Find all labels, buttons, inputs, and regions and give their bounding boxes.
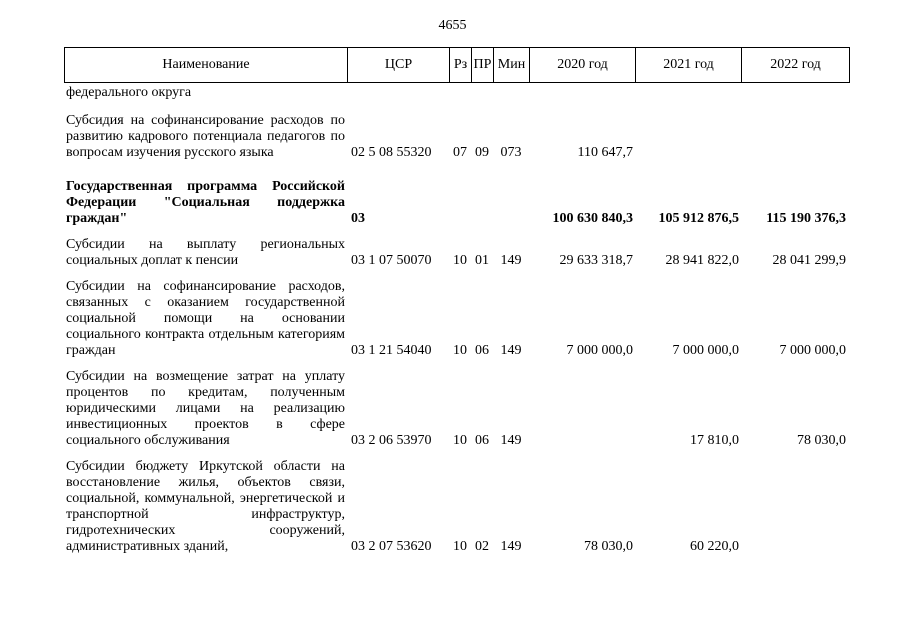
header-min: Мин [494,48,530,82]
table-row [64,277,850,361]
row-pr [471,101,493,103]
table-row [64,457,850,557]
row-2022: 115 190 376,3 [766,211,846,226]
row-csr: 03 2 06 53970 [351,433,432,448]
row-2020: 7 000 000,0 [566,343,633,358]
row-2020: 100 630 840,3 [552,211,633,226]
row-name: Субсидии на возмещение затрат на уплату процентов по кредитам, полученным юридическими лицами на реализацию инвестиционных проектов в сфере социального обслуживания [66,369,345,448]
row-csr: 03 2 07 53620 [351,539,432,554]
row-2021: 7 000 000,0 [672,343,739,358]
row-csr: 02 5 08 55320 [351,145,432,160]
row-2022: 78 030,0 [797,433,846,448]
row-name: Субсидия на софинансирование расходов по развитию кадрового потенциала педагогов по вопросам изучения русского языка [66,113,345,160]
row-min: 149 [500,343,522,358]
row-rz: 10 [453,433,467,448]
row-pr: 02 [475,539,489,554]
row-2021: 60 220,0 [690,539,739,554]
header-2020: 2020 год [530,48,636,82]
row-2022: 28 041 299,9 [772,253,846,268]
row-csr: 03 [351,211,365,226]
row-2020 [529,449,635,451]
header-rz: Рз [450,48,472,82]
row-min: 149 [500,253,522,268]
row-2022 [741,161,848,163]
row-2020: 78 030,0 [584,539,633,554]
row-name: Государственная программа Российской Федерации "Социальная поддержка граждан" [66,179,345,226]
header-pr: ПР [472,48,494,82]
row-2020: 110 647,7 [577,145,633,160]
row-pr: 06 [475,433,489,448]
row-name: федерального округа [66,85,192,100]
row-2022: 7 000 000,0 [779,343,846,358]
row-2021 [635,161,741,163]
header-name: Наименование [65,48,348,82]
row-rz: 10 [453,253,467,268]
row-2020: 29 633 318,7 [559,253,633,268]
row-min [493,101,529,103]
header-csr: ЦСР [348,48,450,82]
page-number: 4655 [438,18,467,33]
table-row [64,367,850,451]
row-2022 [741,101,848,103]
row-2020 [529,101,635,103]
row-rz [449,227,471,229]
row-min: 073 [500,145,522,160]
row-pr [471,227,493,229]
row-min [493,227,529,229]
row-2021: 17 810,0 [690,433,739,448]
row-pr: 01 [475,253,489,268]
table-row [64,111,850,163]
row-2022 [741,555,848,557]
row-name: Субсидии бюджету Иркутской области на восстановление жилья, объектов связи, социальной, коммунальной, энергетической и транспортной инфраструктур, гидротехнических сооружений, административных зданий, [66,459,345,554]
row-csr [347,101,449,103]
table-header [64,47,850,83]
row-csr: 03 1 21 54040 [351,343,432,358]
header-2022: 2022 год [770,57,821,72]
row-rz: 10 [453,539,467,554]
table-row [64,177,850,229]
row-rz: 10 [453,343,467,358]
row-min: 149 [500,433,522,448]
row-rz [449,101,471,103]
row-2021: 28 941 822,0 [665,253,739,268]
row-min: 149 [500,539,522,554]
row-name: Субсидии на выплату региональных социальных доплат к пенсии [66,237,345,268]
row-2021 [635,101,741,103]
header-2021: 2021 год [636,48,742,82]
row-rz: 07 [453,145,467,160]
row-2021: 105 912 876,5 [658,211,739,226]
table-row [64,235,850,271]
row-pr: 06 [475,343,489,358]
row-pr: 09 [475,145,489,160]
row-csr: 03 1 07 50070 [351,253,432,268]
table-body [64,83,850,557]
row-name: Субсидии на софинансирование расходов, связанных с оказанием государственной социальной помощи на основании социального контракта отдельным категориям граждан [66,279,345,358]
table-row [64,83,850,103]
